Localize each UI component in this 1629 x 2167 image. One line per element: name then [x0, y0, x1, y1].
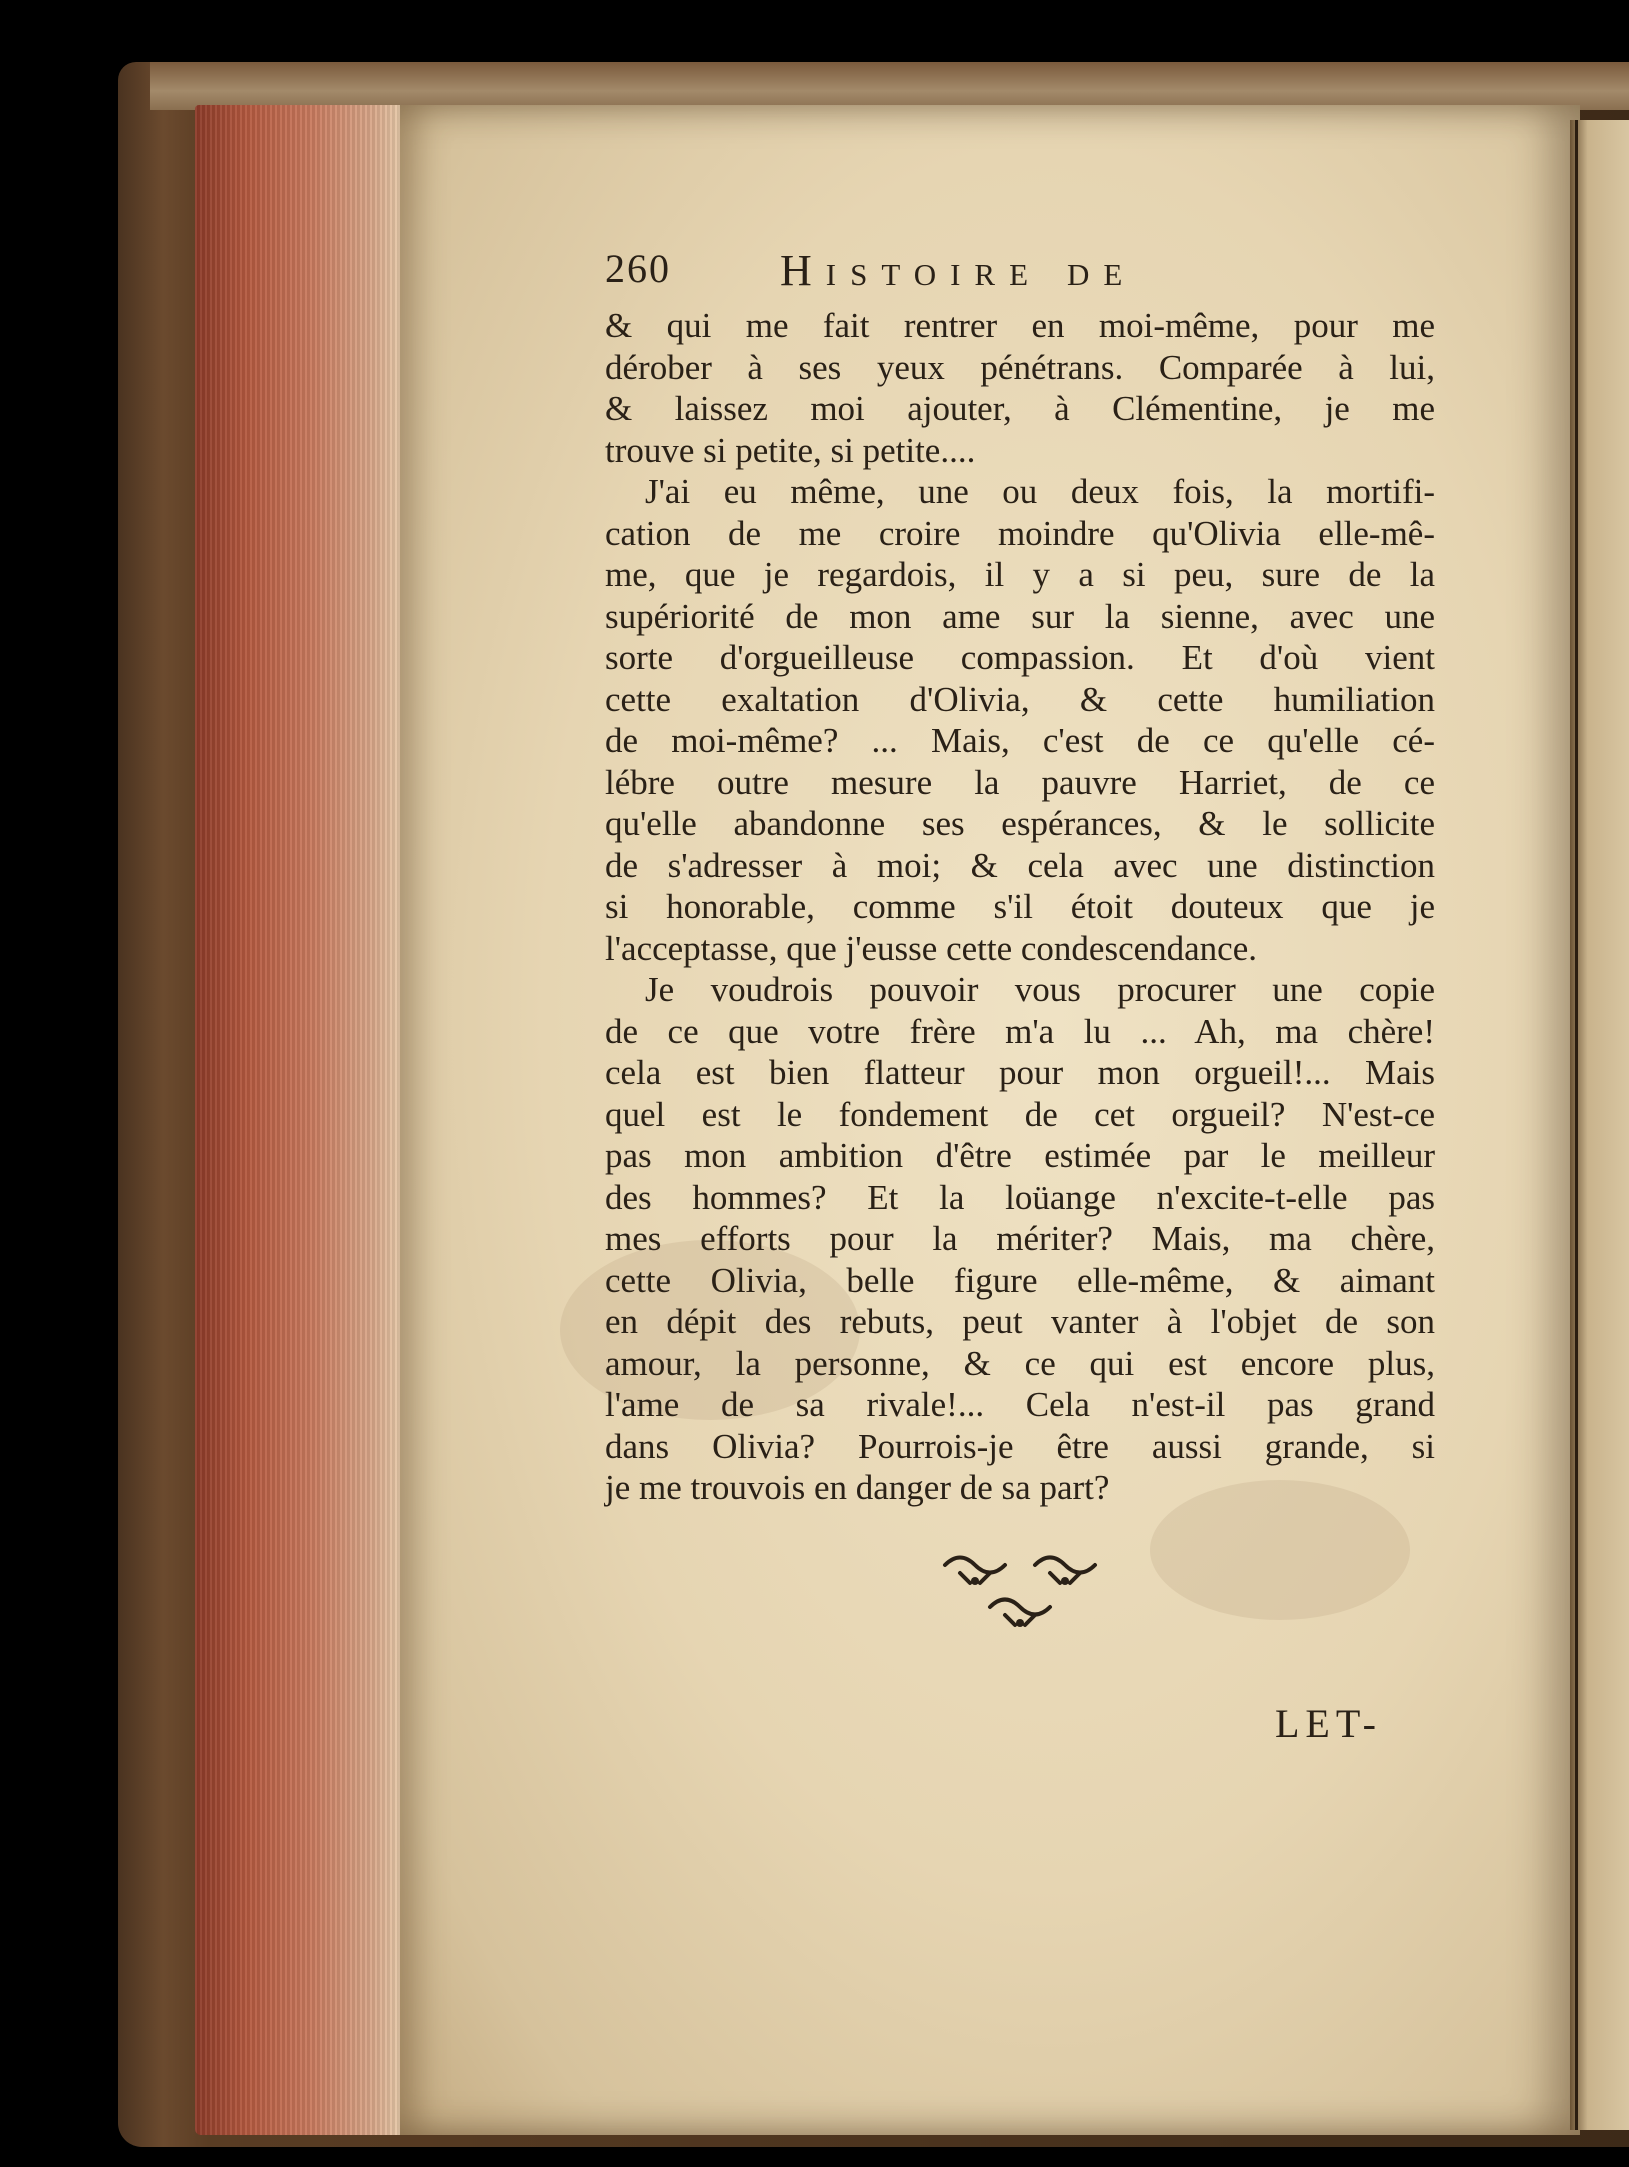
- text-line: & laissez moi ajouter, à Clémentine, je me: [605, 389, 1435, 428]
- text-line: dérober à ses yeux pénétrans. Comparée à lui,: [605, 347, 1435, 387]
- text-line: des hommes? Et la loüange n'excite-t-elle pas: [605, 1177, 1435, 1217]
- gutter: [1575, 120, 1578, 2130]
- text-line: & qui me fait rentrer en moi-même, pour me: [605, 306, 1435, 345]
- text-line: pas mon ambition d'être estimée par le meilleur: [605, 1136, 1435, 1175]
- text-line: l'acceptasse, que j'eusse cette condescendance.: [605, 928, 1257, 968]
- text-line: sorte d'orgueilleuse compassion. Et d'où vient: [605, 638, 1435, 677]
- text-line: de moi-même? ... Mais, c'est de ce qu'elle cé-: [605, 721, 1435, 760]
- text-line: amour, la personne, & ce qui est encore plus,: [605, 1343, 1435, 1383]
- text-line: dans Olivia? Pourrois-je être aussi grande, si: [605, 1426, 1435, 1466]
- text-line: supériorité de mon ame sur la sienne, avec une: [605, 596, 1435, 636]
- text-line: je me trouvois en danger de sa part?: [605, 1468, 1110, 1507]
- text-line: qu'elle abandonne ses espérances, & le sollicite: [605, 804, 1435, 843]
- page-number: 260: [605, 246, 671, 291]
- text-line: lébre outre mesure la pauvre Harriet, de ce: [605, 762, 1435, 802]
- text-line: Je voudrois pouvoir vous procurer une copie: [645, 970, 1435, 1009]
- book-head-edge: [150, 62, 1629, 110]
- running-title: Histoire de: [780, 246, 1137, 295]
- facing-page-edge: [1570, 120, 1629, 2130]
- catchword: LET-: [1275, 1701, 1382, 1746]
- text-line: cette exaltation d'Olivia, & cette humiliation: [605, 679, 1435, 719]
- text-line: cela est bien flatteur pour mon orgueil!... Mais: [605, 1053, 1435, 1092]
- text-line: quel est le fondement de cet orgueil? N'est-ce: [605, 1094, 1435, 1134]
- printers-ornament-icon: [935, 1545, 1115, 1635]
- text-line: de s'adresser à moi; & cela avec une distinction: [605, 845, 1435, 885]
- text-line: J'ai eu même, une ou deux fois, la mortifi-: [645, 472, 1435, 511]
- text-line: en dépit des rebuts, peut vanter à l'objet de son: [605, 1302, 1435, 1341]
- text-line: me, que je regardois, il y a si peu, sure de la: [605, 555, 1435, 594]
- text-line: trouve si petite, si petite....: [605, 430, 976, 470]
- page-edges: [195, 105, 405, 2135]
- text-line: mes efforts pour la mériter? Mais, ma chère,: [605, 1219, 1435, 1258]
- text-line: de ce que votre frère m'a lu ... Ah, ma chère!: [605, 1011, 1435, 1051]
- running-head: [605, 245, 1435, 297]
- text-line: cation de me croire moindre qu'Olivia elle-mê-: [605, 513, 1435, 553]
- body-text: [605, 305, 1435, 1509]
- text-line: si honorable, comme s'il étoit douteux que je: [605, 887, 1435, 926]
- text-line: cette Olivia, belle figure elle-même, & aimant: [605, 1260, 1435, 1300]
- text-line: l'ame de sa rivale!... Cela n'est-il pas grand: [605, 1385, 1435, 1424]
